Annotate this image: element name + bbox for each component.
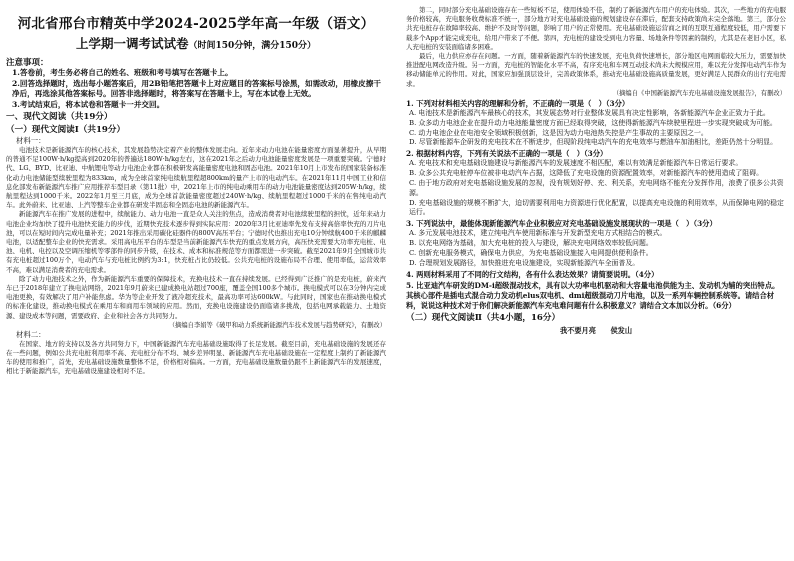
passage-author: 侯发山: [610, 326, 633, 336]
subsection-heading: （一）现代文阅读Ⅰ（共19分）: [6, 125, 126, 135]
question-option: C. 动力电池企业在电池安全领域积极创新，这是因为动力电池热失控是产生事故的主要原因之一。: [409, 128, 708, 137]
subsection-heading: （二）现代文阅读Ⅱ（共4小题，16分）: [406, 313, 561, 324]
question-stem: 3. 下列说法中，最能体现新能源汽车企业积极应对充电基础设施发展现状的一项是（ ）（3分）: [406, 219, 717, 229]
question-option: B. 众多公共充电桩停车位被非电动汽车占据，这降低了充电设施的资源配置效率，对新能源汽车的使用造成了阻碍。: [409, 169, 763, 178]
passage-paragraph: 除了动力电池技术之外，作为新能源汽车重要的保障技术，充换电技术一直在持续发展。已经得到广泛推广的是充电桩，蔚来汽车已于2018年建立了换电站网络，2021年9月蔚来已建成换电站超过700座，覆盖全国100多个城市。换电模式可以在3分钟内完成电池更换，有效解决了用户补能焦虑。华为等企业开发了液冷超充技术，最高功率可达600kW。与此同时，国家也在推动换电模式的标准化建设，推动换电模式在乘用车和商用车领域的应用。然而，充换电设施建设仍面临诸多挑战，包括电网承载能力、土地资源、建设成本等问题，需要政府、企业和社会各方共同努力。: [6, 274, 386, 320]
material-label: 材料一：: [16, 136, 46, 145]
right-column: [406, 6, 786, 556]
question-option: D. 尽管新能源车企研发的充电技术在不断进步，但现阶段纯电动汽车的充电效率与燃油车加油相比，差距仍然十分明显。: [409, 138, 777, 147]
passage-paragraph: 第二，同时部分充电基础设施存在一些短板不足，使用体验不佳，制约了新能源汽车用户的充电体验。其次，一些地方的充电服务价格较高，充电服务收费标准不统一，部分地方对充电基础设施的规划建设存在滞后，配套支持政策尚未完全落地。第三，部分公共充电桩存在故障率较高、维护不及时等问题，影响了用户的正常使用。充电基础设施运营商之间的互联互通程度较低，用户需要下载多个App才能完成充电，给用户带来了不便。第四，充电桩的建设受到电力容量、场地条件等因素的制约，尤其是在老旧小区，私人充电桩的安装面临诸多困难。: [406, 6, 786, 51]
question-option: D. 合理规划发展路径，加快推进充电设施建设，实现新能源汽车全面普及。: [409, 258, 640, 267]
passage-paragraph: 最后，电力供应亦存在问题。一方面，随着新能源汽车的快速发展，充电负荷快速增长，部分地区电网面临较大压力，需要加快推进配电网改造升级。另一方面，充电桩的智能化水平不高，有序充电和车网互动技术尚未大规模应用，难以充分发挥电动汽车作为移动储能单元的作用。对此，国家应加强顶层设计，完善政策体系，推动充电基础设施高质量发展，更好满足人民群众的出行充电需求。: [406, 52, 786, 88]
question-stem: 5. 比亚迪汽车研发的DM-i超级混动技术，具有以大功率电机驱动和大容量电池供能为主、发动机为辅的突出特点。其核心部件是插电式混合动力发动机elus双电机、dmi超级混动刀片电池，以及一系列车辆控制系统等。请结合材料，说说这种技术对于你们解决新能源汽车充电难问题有什么积极意义？请结合文本加以分析。（6分）: [406, 280, 780, 311]
passage-paragraph: 电池技术是新能源汽车的核心技术，其发展趋势决定着产业的整体发展走向。近年来动力电池在能量密度方面显著提升，从早期的普通不足100W·h/kg提高到2020年的普遍达180W·h/kg左右，这在2021年之后动力电池能量密度发展是一项重要突破。宁德时代、LG、BYD、比亚迪、中航锂电等动力电池企业都在积极研发高能量密度电池和固态电池。2021年10月上市发布的国家装备标准化动力电池储能型续驶里程为833km，成为全球首家纯电续航里程超800km的量产上市的电动汽车。在2021年11月中国工业和信息化部发布新能源汽车推广应用推荐车型目录（第11批）中，2021年上市的纯电动乘用车的动力电池能量密度达到205W·h/kg，续航里程达到1000千米。2022年1月至三月底，成为全球首款能量密度超过240W·h/kg、续航里程超过1000千米的在售纯电动汽车。此外蔚来、比亚迪、上汽等整车企业都在研发半固态和全固态电池的新能源汽车。: [6, 146, 386, 210]
material-label: 材料二：: [16, 329, 46, 339]
exam-title: 河北省邢台市精英中学2024-2025学年高一年级（语文）: [17, 16, 375, 32]
passage-title-text: 我不要月亮: [559, 326, 596, 336]
left-column: [6, 6, 386, 556]
question-option: A. 多元发展电池技术，建立纯电汽车使用新标准与开发新型充电方式相结合的模式。: [409, 229, 667, 238]
exam-subtitle: [6, 34, 386, 52]
section-heading: 一、现代文阅读（共19分）: [6, 112, 113, 122]
exam-subtitle-main: 上学期一调考试试卷: [75, 36, 189, 51]
citation: （摘编自《中国新能源汽车充电基础设施发展报告》，有删改）: [612, 89, 786, 97]
note-item: 2.回答选择题时，选出每小题答案后，用2B铅笔把答题卡上对应题目的答案标号涂黑，如需改动，用橡皮擦干净后，再选涂其他答案标号。回答非选择题时，将答案写在答题卡上，写在本试卷上无效。: [12, 78, 381, 98]
citation: （摘编自李娟等《破甲和动力系统新能源汽车技术发展与趋势研究》，有删改）: [168, 321, 386, 329]
question-stem: 1. 下列对材料相关内容的理解和分析，不正确的一项是（ ）（3分）: [406, 98, 630, 108]
question-option: A. 电池技术是新能源汽车最核心的技术，其发展态势对行业整体发展具有决定性影响，各新能源汽车企业正致力于此。: [409, 109, 770, 118]
note-item: 1.答卷前，考生务必将自己的姓名、班级和考号填写在答题卡上。: [12, 68, 233, 77]
exam-time-score: （时间150分钟，满分150分）: [188, 41, 317, 51]
passage-title: [406, 326, 786, 336]
question-option: C. 由于地方政府对充电基础设施发展的忽视，没有规划好停、充、利关系，充电网络不能充分发挥作用，浪费了很多公共资源。: [409, 179, 784, 197]
passage-paragraph: 新能源汽车在推广发展的进程中，续航能力、动力电池一直是众人关注的焦点，造成消费者对电池续驶里程的担忧，近年来动力电池企业均加快了提升电池快充能力的步伐，近期快充技术逐步得到实际应用：2020年3月比亚迪率先发布支持高倍率快充的刀片电池，可以在短时间内完成电量补充；2021年推出采用碳化硅器件的800V高压平台；宁德时代也推出充电10分钟续航400千米的麒麟电池，以适配整车企业的快充需求。采用高电压平台的车型是当前新能源汽车快充的重点发展方向，高压快充需要大功率充电桩、电池、电机、电控以及空调压缩机等零部件的同步升级，在技术、成本和标准规范等方面都需进一步突破。截至2021年9月全国城市共有充电桩超过100万个，电动汽车与充电桩比例约为3:1，快充桩占比仍较低。公共充电桩的设施布局不合理、使用率低，运营效率不高，难以满足消费者的充电需求。: [6, 210, 386, 274]
question-option: B. 以充电网络为基础，加大充电桩的投入与建设，解决充电网络效率较低问题。: [409, 239, 653, 248]
note-item: 3.考试结束后，将本试卷和答题卡一并交回。: [12, 99, 165, 109]
question-stem: 2. 根据材料内容，下列有关说法不正确的一项是（ ）（3分）: [406, 149, 608, 159]
question-option: D. 充电基础设施的规模不断扩大，迫切需要利用电力资源进行优化配置，以提高充电设施的利用效率，从而保障电网的稳定运行。: [409, 198, 784, 217]
passage-paragraph: 在国家、地方的支持以及各方共同努力下，中国新能源汽车充电基础设施取得了长足发展。截至目前，充电基础设施的发展还存在一些问题，例如公共充电桩利用率不高、充电桩分布不均、城乡差异明显、新能源汽车充电基础设施在一定程度上制约了新能源汽车的使用和推广，首先，充电基础设施数量整体不足，价格相对偏高。一方面，充电基础设施数量仍跟不上新能源汽车的发展速度，相比于新能源汽车，充电基础设施建设相对不足。: [6, 339, 386, 376]
notes-heading: 注意事项：: [6, 58, 49, 68]
exam-title-block: [6, 12, 386, 52]
question-stem: 4. 两则材料采用了不同的行文结构，各有什么表达效果？请简要说明。（4分）: [406, 269, 659, 279]
question-option: C. 创新充电服务模式，确保电力供应，为充电基础设施接入电网提供便利条件。: [409, 249, 653, 257]
question-option: A. 充电技术和充电基础设施建设与新能源汽车的发展速度不相匹配，难以有效满足新能源汽车日常运行要求。: [409, 159, 743, 168]
question-option: B. 众多动力电池企业在提升动力电池能量密度方面已经取得突破，这使得新能源汽车续驶里程进一步实现突破成为可能。: [409, 118, 777, 127]
